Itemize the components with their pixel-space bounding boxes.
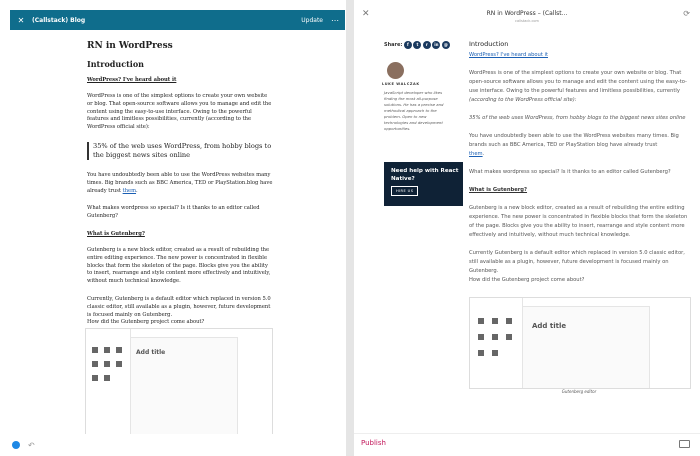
article-line-text: brands such as BBC America, TED or PlayStation blog have already trust: [469, 142, 658, 148]
reload-icon[interactable]: ⟳: [683, 9, 690, 18]
article-paragraph-3: What makes wordpress so special? Is it thanks to an editor called Gutenberg?: [469, 169, 671, 175]
paragraph-2-text: You have undoubtedly been able to use the WordPress websites many times. Big brands such as BBC America, TED or PlayStation.blog have already trust: [87, 171, 273, 194]
tablet-icon[interactable]: [679, 440, 690, 448]
author-name: LUKE WALCZAK: [382, 82, 420, 86]
preview-header: [354, 0, 700, 28]
twitter-icon[interactable]: t: [413, 41, 421, 49]
article-quote: 35% of the web uses WordPress, from hobby blogs to the biggest news sites online: [469, 115, 686, 121]
publish-button[interactable]: Publish: [361, 439, 386, 447]
article-link-line: [469, 51, 689, 60]
facebook-icon[interactable]: f: [404, 41, 412, 49]
cta-heading: [391, 167, 458, 183]
article-line: use interface. Owing to the powerful features and limitless possibilities, currently: [469, 88, 680, 94]
author-bio-line: finding the most all-purpose: [384, 96, 438, 101]
preview-article: [469, 40, 689, 285]
quote-block-icon: [492, 334, 498, 340]
spacer: [469, 159, 689, 168]
list-block-icon: [506, 318, 512, 324]
screenshot-add-title: Add title: [136, 349, 166, 356]
author-bio-line: opportunities.: [384, 126, 411, 131]
file-block-icon: [104, 375, 110, 381]
paragraph-5[interactable]: Currently, Gutenberg is a default editor which replaced in version 5.0 classic editor, still available as a plugin, however, future development is focused mainly on Gutenberg.: [87, 295, 271, 318]
article-line: still available as a plugin, however, future development is focused mainly on: [469, 259, 669, 265]
author-bio-line: JavaScript developer who likes: [384, 90, 443, 95]
preview-title: RN in WordPress – (Callst...: [486, 10, 568, 17]
article-gutenberg-heading: What is Gutenberg?: [469, 187, 528, 193]
editor-title: (Callstack) Blog: [32, 16, 86, 24]
reddit-icon[interactable]: r: [423, 41, 431, 49]
cta-heading-line: Need help with React: [391, 168, 459, 174]
author-bio: [384, 90, 462, 132]
spacer: [469, 195, 689, 204]
spacer: [469, 177, 689, 186]
screenshot-block-inserter: [470, 298, 523, 388]
article-paragraph-4: [469, 204, 689, 240]
spacer: [469, 105, 689, 114]
screenshot-block-inserter: [86, 329, 131, 434]
article-line: of the page. Blocks give you the ability to insert, rearrange and style content more: [469, 223, 685, 229]
article-paragraph-5: [469, 249, 689, 285]
undo-icon[interactable]: ↶: [28, 440, 35, 450]
editor-document[interactable]: [87, 36, 273, 337]
intro-heading[interactable]: Introduction: [87, 59, 144, 69]
article-line: WordPress is one of the simplest options to create your own website or blog. That: [469, 70, 682, 76]
close-icon[interactable]: ✕: [17, 15, 25, 25]
share-bar: [384, 41, 450, 49]
spacer: [469, 60, 689, 69]
article-line: (according to the WordPress official site):: [469, 97, 577, 103]
gallery-block-icon: [506, 334, 512, 340]
heading-block-icon: [104, 347, 110, 353]
paragraph-2[interactable]: You have undoubtedly been able to use the WordPress websites many times. Big brands such as BBC America, TED or PlayStation.blog have already trust them.: [87, 171, 273, 194]
hire-us-button[interactable]: HIRE US: [391, 186, 418, 196]
heading-block-icon: [492, 318, 498, 324]
preview-bottom-bar: [354, 433, 700, 456]
hire-us-banner: [384, 162, 463, 206]
article-line: Currently Gutenberg is a default editor which replaced in version 5.0 classic editor,: [469, 250, 685, 256]
editor-pane: [0, 0, 346, 456]
author-bio-line: solutions. He has a precise and: [384, 102, 444, 107]
article-line: You have undoubtedly been able to use the WordPress websites many times. Big: [469, 133, 679, 139]
preview-pane: [354, 0, 700, 456]
author-avatar: [387, 62, 404, 79]
paragraph-2-link[interactable]: them: [122, 187, 137, 194]
article-paragraph-2: [469, 132, 689, 159]
spacer: [469, 240, 689, 249]
article-intro-heading: Introduction: [469, 40, 509, 48]
list-block-icon: [116, 347, 122, 353]
them-link[interactable]: them: [469, 151, 483, 157]
screenshot-add-title: Add title: [532, 322, 567, 330]
paragraph-3[interactable]: What makes wordpress so special? Is it thanks to an editor called Gutenberg?: [87, 205, 260, 220]
share-label: Share:: [384, 42, 403, 48]
image-block-icon: [92, 361, 98, 367]
paragraph-block-icon: [478, 318, 484, 324]
author-bio-line: methodical approach to the: [384, 108, 437, 113]
gutenberg-heading[interactable]: What is Gutenberg?: [87, 230, 145, 237]
article-gutenberg-screenshot: [469, 297, 691, 389]
article-line: How did the Gutenberg project come about?: [469, 277, 585, 283]
wordpress-link[interactable]: WordPress? I've heard about it: [469, 52, 548, 58]
file-block-icon: [492, 350, 498, 356]
article-paragraph-1: [469, 69, 689, 105]
quote-block[interactable]: 35% of the web uses WordPress, from hobby blogs to the biggest news sites online: [87, 142, 273, 160]
more-vertical-icon[interactable]: ⋯: [331, 15, 339, 25]
screenshot-settings-panel: [237, 337, 272, 434]
linkedin-icon[interactable]: in: [434, 42, 439, 47]
image-caption: Gutenberg editor: [561, 389, 597, 394]
update-button[interactable]: Update: [301, 16, 323, 24]
cover-block-icon: [92, 375, 98, 381]
quote-block-icon: [104, 361, 110, 367]
paragraph-4[interactable]: Gutenberg is a new block editor, created as a result of rebuilding the entire editing experience. The new power is concentrated in flexible blocks that form the skeleton of the page. Blocks give you the ability to insert, rearrange and style content more effectively and intuitively, without much technical knowledge.: [87, 246, 271, 285]
screenshot-settings-panel: [649, 306, 690, 388]
add-block-icon[interactable]: [12, 441, 20, 449]
editor-topbar: [10, 10, 345, 30]
wordpress-link-heading[interactable]: WordPress? I've heard about it: [87, 77, 177, 83]
article-line: experience. The new power is concentrated in flexible blocks that form the skeleton: [469, 214, 688, 220]
gallery-block-icon: [116, 361, 122, 367]
cta-heading-line: Native?: [391, 176, 415, 182]
gutenberg-screenshot-image[interactable]: [85, 328, 273, 435]
article-line: Gutenberg.: [469, 268, 499, 274]
email-icon[interactable]: @: [443, 42, 448, 47]
spacer: [469, 123, 689, 132]
author-bio-line: problem. Open to new: [384, 114, 427, 119]
paragraph-block-icon: [92, 347, 98, 353]
close-icon[interactable]: ✕: [362, 9, 370, 19]
paragraph-6[interactable]: How did the Gutenberg project come about?: [87, 319, 205, 326]
article-line: open-source software allows you to manage and edit the content using the easy-to-: [469, 79, 687, 85]
article-line: effectively and intuitively, without much technical knowledge.: [469, 232, 631, 238]
paragraph-1[interactable]: WordPress is one of the simplest options to create your own website or blog. That open-source software allows you to manage and edit the content using the easy-to-use interface. Owing to the powerful features and limitless possibilities, currently (according to the WordPress official site):: [87, 93, 272, 131]
editor-bottom-toolbar: [0, 434, 346, 456]
author-bio-line: technologies and development: [384, 120, 443, 125]
post-title[interactable]: RN in WordPress: [87, 41, 173, 51]
article-line: Gutenberg is a new block editor, created as a result of rebuilding the entire editing: [469, 205, 685, 211]
image-block-icon: [478, 334, 484, 340]
article-line: brands such as BBC America, TED or PlayStation blog have already trust them.: [469, 141, 689, 159]
preview-subtitle: callstack.com: [515, 19, 539, 23]
cover-block-icon: [478, 350, 484, 356]
